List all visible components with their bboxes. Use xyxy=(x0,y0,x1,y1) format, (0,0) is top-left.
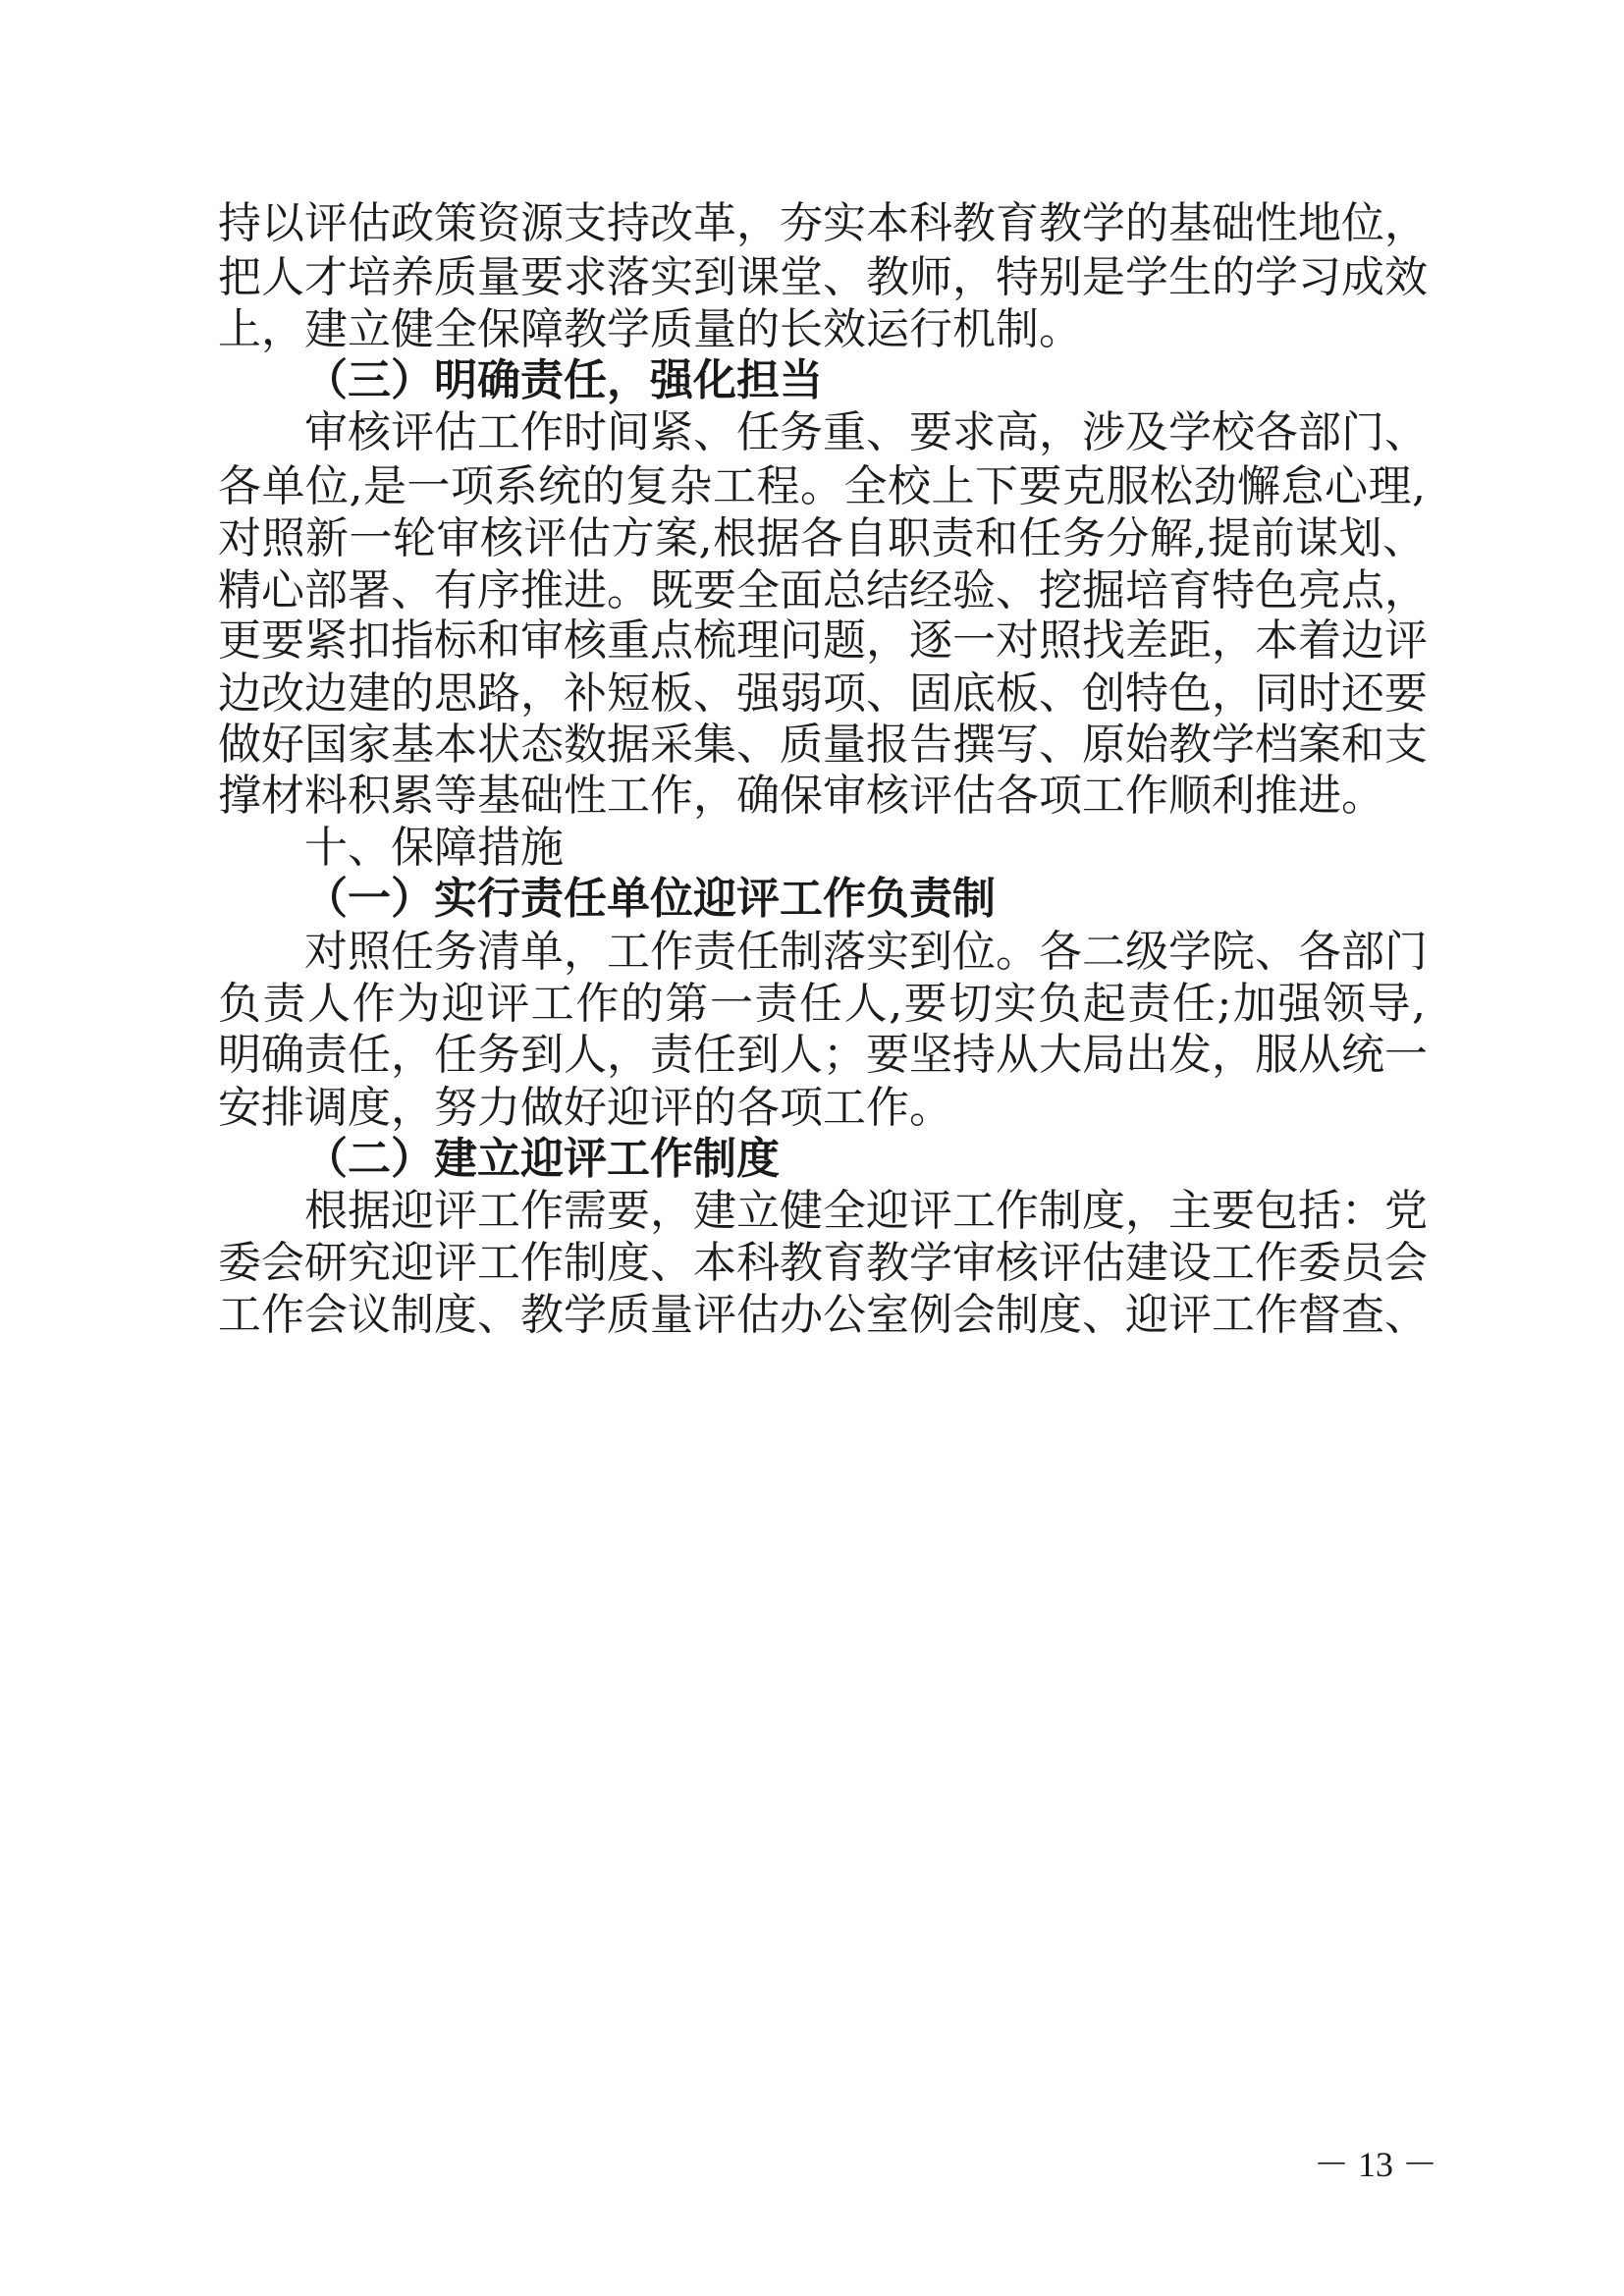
body-text-line: 审核评估工作时间紧、任务重、要求高，涉及学校各部门、 xyxy=(304,407,1428,457)
body-text-line: 更要紧扣指标和审核重点梳理问题，逐一对照找差距，本着边评 xyxy=(218,615,1428,666)
page-number: － 13 － xyxy=(1314,2145,1438,2184)
body-text-line: 工作会议制度、教学质量评估办公室例会制度、迎评工作督查、 xyxy=(218,1290,1428,1340)
body-text-line: 明确责任，任务到人，责任到人；要坚持从大局出发，服从统一 xyxy=(218,1030,1428,1080)
section-heading: 十、保障措施 xyxy=(304,823,564,873)
body-text-line: 把人才培养质量要求落实到课堂、教师，特别是学生的学习成效 xyxy=(218,252,1428,302)
body-text-line: 精心部署、有序推进。既要全面总结经验、挖掘培育特色亮点， xyxy=(218,565,1428,615)
body-text-line: 做好国家基本状态数据采集、质量报告撰写、原始教学档案和支 xyxy=(218,720,1428,770)
body-text-line: 委会研究迎评工作制度、本科教育教学审核评估建设工作委员会 xyxy=(218,1238,1428,1288)
body-text-line: 对照新一轮审核评估方案,根据各自职责和任务分解,提前谋划、 xyxy=(218,513,1426,563)
body-text-line: 持以评估政策资源支持改革，夯实本科教育教学的基础性地位， xyxy=(218,198,1428,248)
subsection-heading: （一）实行责任单位迎评工作负责制 xyxy=(304,874,996,924)
body-text-line: 边改边建的思路，补短板、强弱项、固底板、创特色，同时还要 xyxy=(218,668,1428,719)
subsection-heading: （三）明确责任，强化担当 xyxy=(304,355,823,405)
body-text-line: 根据迎评工作需要，建立健全迎评工作制度，主要包括：党 xyxy=(304,1186,1428,1236)
subsection-heading: （二）建立迎评工作制度 xyxy=(304,1134,780,1184)
body-text-line: 安排调度，努力做好迎评的各项工作。 xyxy=(218,1083,952,1133)
body-text-line: 负责人作为迎评工作的第一责任人,要切实负起责任;加强领导, xyxy=(218,979,1426,1029)
body-text-line: 撑材料积累等基础性工作，确保审核评估各项工作顺利推进。 xyxy=(218,771,1384,821)
body-text-line: 上，建立健全保障教学质量的长效运行机制。 xyxy=(218,304,1082,354)
body-text-line: 各单位,是一项系统的复杂工程。全校上下要克服松劲懈怠心理, xyxy=(218,461,1426,511)
body-text-line: 对照任务清单，工作责任制落实到位。各二级学院、各部门 xyxy=(304,927,1428,977)
